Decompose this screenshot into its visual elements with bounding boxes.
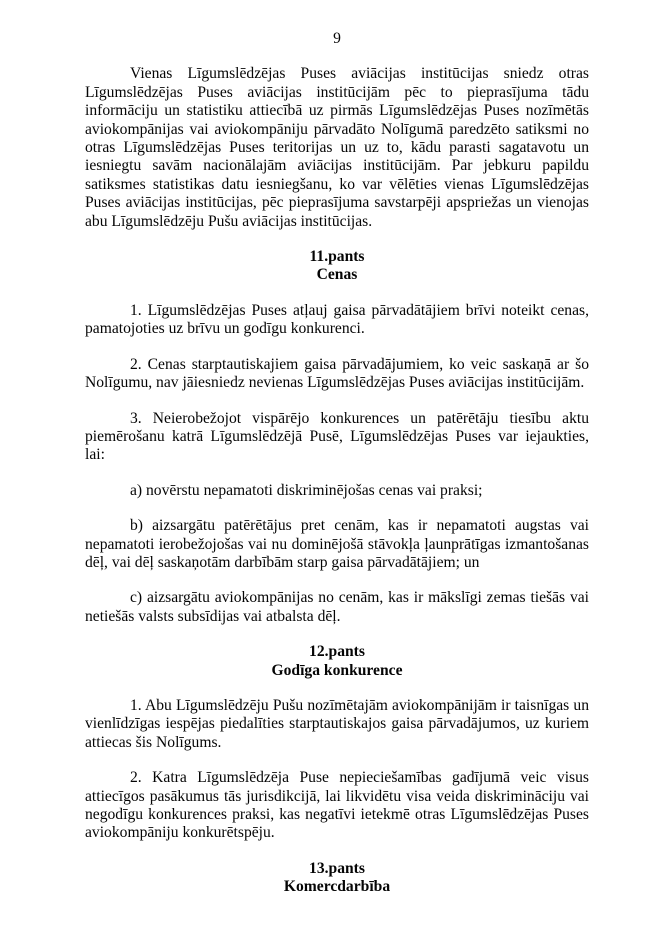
section-title: Godīga konkurence <box>271 661 403 679</box>
paragraph-12-2: 2. Katra Līgumslēdzēja Puse nepieciešamības gadījumā veic visus attiecīgos pasākumus tās jurisdikcijā, lai likvidētu visa veida diskrimināciju vai negodīgu konkurences praksi, kas negatīvi ietekmē otras Līgumslēdzējas Puses aviokompāniju konkurētspēju. <box>85 769 589 842</box>
section-number: 12.pants <box>309 643 365 661</box>
paragraph-11-3: 3. Neierobežojot vispārējo konkurences un patērētāju tiesību aktu piemērošanu katrā Līgumslēdzējā Pusē, Līgumslēdzējas Puses var iejaukties, lai: <box>85 409 589 464</box>
section-number: 13.pants <box>309 859 365 877</box>
paragraph-11-2: 2. Cenas starptautiskajiem gaisa pārvadājumiem, ko veic saskaņā ar šo Nolīgumu, nav jāiesniedz nevienas Līgumslēdzējas Puses aviācijas institūcijām. <box>85 355 589 392</box>
section-heading-11 <box>85 248 589 285</box>
section-title: Komercdarbība <box>283 878 391 896</box>
section-number: 11.pants <box>309 248 365 266</box>
section-title: Cenas <box>316 266 358 284</box>
list-item-a: a) novērstu nepamatoti diskriminējošas cenas vai praksi; <box>130 481 483 499</box>
section-heading-12 <box>85 643 589 680</box>
list-item-c: c) aizsargātu aviokompānijas no cenām, kas ir mākslīgi zemas tiešās vai netiešās valsts subsīdijas vai atbalsta dēļ. <box>85 589 589 625</box>
paragraph-intro: Vienas Līgumslēdzējas Puses aviācijas institūcijas sniedz otras Līgumslēdzējas Puses aviācijas institūcijām pēc to pieprasījuma tādu informāciju un statistiku attiecībā uz pirmās Līgumslēdzējas Puses nozīmētās aviokompānijas vai aviokompāniju pārvadāto Nolīgumā paredzēto satiksmi no otras Līgumslēdzējas Puses teritorijas un uz to, kādu parasti sagatavotu un iesniegtu savām nacionālajām aviācijas institūcijām. Par jebkuru papildu satiksmes statistikas datu iesniegšanu, ko var vēlēties vienas Līgumslēdzējas Puses aviācijas institūcijas, pēc pieprasījuma savstarpēji apspriežas un vienojas abu Līgumslēdzēju Pušu aviācijas institūcijas. <box>85 65 589 230</box>
section-heading-13 <box>85 860 589 897</box>
paragraph-12-1: 1. Abu Līgumslēdzēju Pušu nozīmētajām aviokompānijām ir taisnīgas un vienlīdzīgas iespējas piedalīties starptautiskajos gaisa pārvadājumos, uz kuriem attiecas šis Nolīgums. <box>85 696 589 751</box>
paragraph-11-1: 1. Līgumslēdzējas Puses atļauj gaisa pārvadātājiem brīvi noteikt cenas, pamatojoties uz brīvu un godīgu konkurenci. <box>85 301 589 338</box>
list-item-b: b) aizsargātu patērētājus pret cenām, kas ir nepamatoti augstas vai nepamatoti ierobežojošas vai nu dominējošā stāvokļa ļaunprātīgas izmantošanas dēļ, vai dēļ saskaņotām darbībām starp gaisa pārvadātājiem; un <box>85 517 589 571</box>
page-number: 9 <box>333 30 341 47</box>
